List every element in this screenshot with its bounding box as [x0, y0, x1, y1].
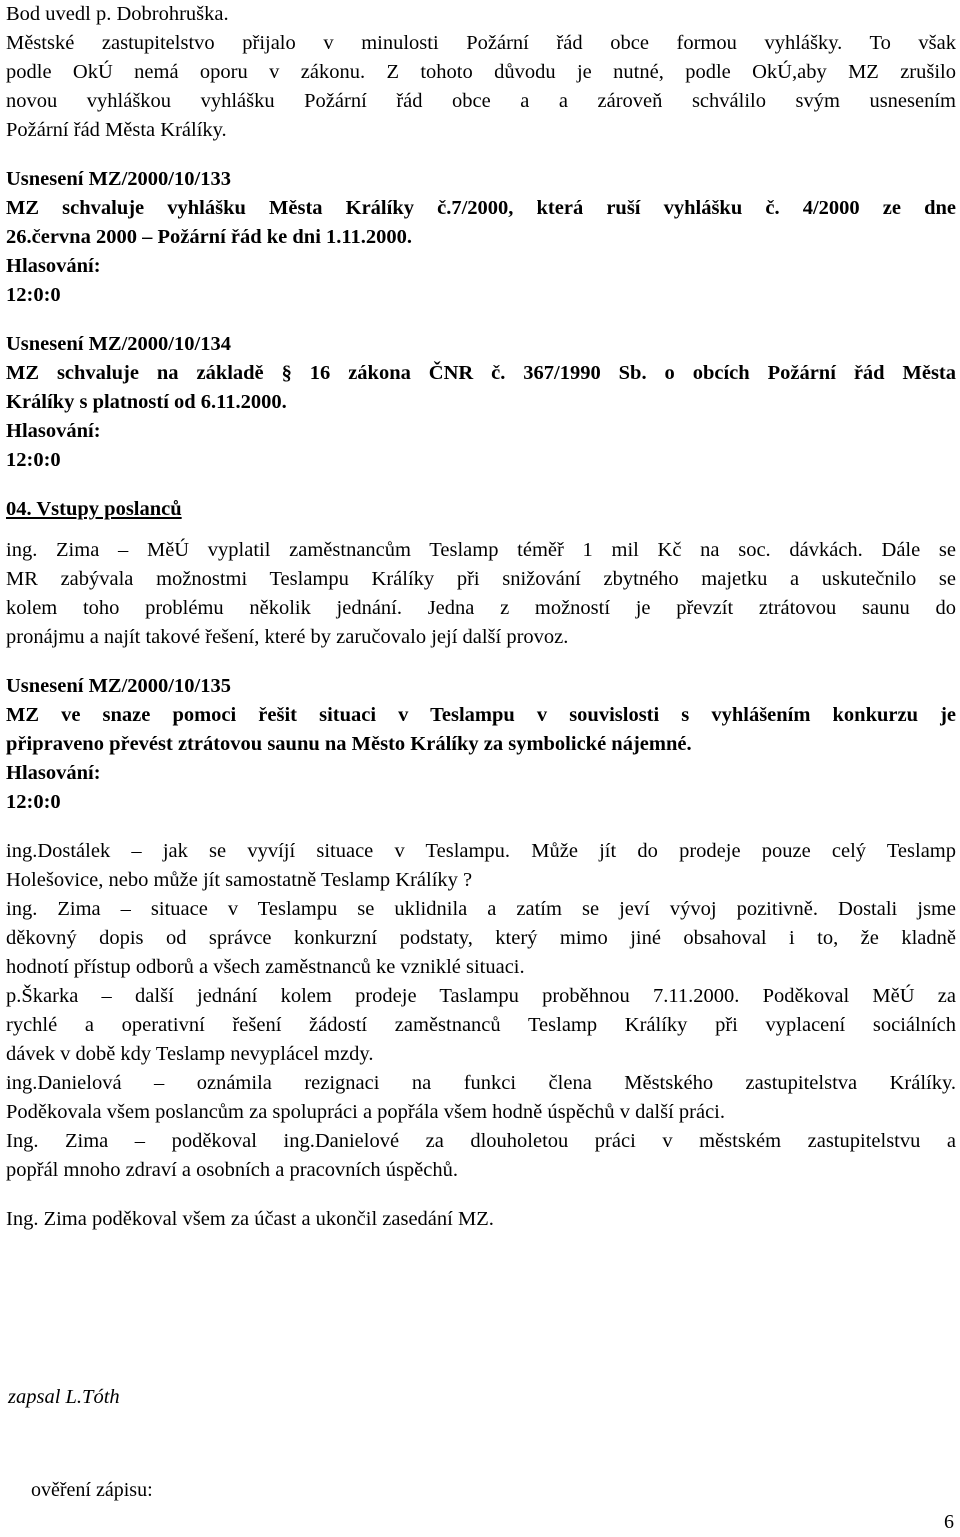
- skarka-line-2: rychlé a operativní řešení žádostí zaměstnanců Teslamp Králíky při vyplacení sociálních: [6, 1014, 956, 1036]
- intro-line-1: Bod uvedl p. Dobrohruška.: [6, 3, 229, 25]
- dostalek-line-1: ing.Dostálek – jak se vyvíjí situace v Teslampu. Může jít do prodeje pouze celý Teslamp: [6, 840, 956, 862]
- danielova-line-2: Poděkovala všem poslancům za spolupráci a popřála všem hodně úspěchů v další práci.: [6, 1101, 726, 1123]
- spacer: [6, 652, 956, 672]
- zima-2-line-2: děkovný dopis od správce konkurzní podstaty, který mimo jiné obsahoval i to, že kladně: [6, 927, 956, 949]
- spacer: [6, 475, 956, 495]
- zima-3-line-2: popřál mnoho zdraví a osobních a pracovních úspěchů.: [6, 1159, 459, 1181]
- resolution-133-vote-label: Hlasování:: [6, 255, 101, 277]
- spacer: [6, 817, 956, 837]
- zima-2-line-3: hodnotí přístup odborů a všech zaměstnanců ke vzniklé situaci.: [6, 956, 525, 978]
- resolution-134-vote-label: Hlasování:: [6, 420, 101, 442]
- resolution-134-heading: Usnesení MZ/2000/10/134: [6, 333, 231, 355]
- resolution-134-vote: 12:0:0: [6, 449, 61, 471]
- resolution-135-text-2: připraveno převést ztrátovou saunu na Město Králíky za symbolické nájemné.: [6, 733, 692, 755]
- dostalek-line-2: Holešovice, nebo může jít samostatně Teslamp Králíky ?: [6, 869, 473, 891]
- zima-1-line-3: kolem toho problému několik jednání. Jedna z možností je převzít ztrátovou saunu do: [6, 597, 956, 619]
- resolution-133-text-2: 26.června 2000 – Požární řád ke dni 1.11.2000.: [6, 226, 413, 248]
- zima-1-line-1: ing. Zima – MěÚ vyplatil zaměstnancům Teslamp téměř 1 mil Kč na soc. dávkách. Dále se: [6, 539, 956, 561]
- zima-2-line-1: ing. Zima – situace v Teslampu se uklidnila a zatím se jeví vývoj pozitivně. Dostali jsme: [6, 898, 956, 920]
- resolution-133-vote: 12:0:0: [6, 284, 61, 306]
- intro-line-2: Městské zastupitelstvo přijalo v minulosti Požární řád obce formou vyhlášky. To však: [6, 32, 956, 54]
- closing-statement: Ing. Zima poděkoval všem za účast a ukončil zasedání MZ.: [6, 1208, 494, 1230]
- spacer: [6, 145, 956, 165]
- resolution-133-heading: Usnesení MZ/2000/10/133: [6, 168, 231, 190]
- resolution-135-text-1: MZ ve snaze pomoci řešit situaci v Teslampu v souvislosti s vyhlášením konkurzu je: [6, 704, 956, 726]
- verification-label: ověření zápisu:: [31, 1479, 153, 1501]
- document-page: [6, 0, 956, 1234]
- spacer: [6, 524, 956, 536]
- danielova-line-1: ing.Danielová – oznámila rezignaci na funkci člena Městského zastupitelstva Králíky.: [6, 1072, 956, 1094]
- intro-line-4: novou vyhláškou vyhlášku Požární řád obce a a zároveň schválilo svým usnesením: [6, 90, 956, 112]
- zima-1-line-2: MR zabývala možnostmi Teslampu Králíky při snižování zbytného majetku a uskutečnilo se: [6, 568, 956, 590]
- intro-line-3: podle OkÚ nemá oporu v zákonu. Z tohoto důvodu je nutné, podle OkÚ,aby MZ zrušilo: [6, 61, 956, 83]
- spacer: [6, 310, 956, 330]
- section-04-title: 04. Vstupy poslanců: [6, 498, 182, 520]
- page-number: 6: [944, 1511, 954, 1533]
- resolution-135-vote-label: Hlasování:: [6, 762, 101, 784]
- resolution-133-text-1: MZ schvaluje vyhlášku Města Králíky č.7/2000, která ruší vyhlášku č. 4/2000 ze dne: [6, 197, 956, 219]
- intro-line-5: Požární řád Města Králíky.: [6, 119, 227, 141]
- resolution-134-text-1: MZ schvaluje na základě § 16 zákona ČNR č. 367/1990 Sb. o obcích Požární řád Města: [6, 362, 956, 384]
- skarka-line-3: dávek v době kdy Teslamp nevyplácel mzdy.: [6, 1043, 374, 1065]
- zima-1-line-4: pronájmu a najít takové řešení, které by zaručovalo její další provoz.: [6, 626, 569, 648]
- resolution-135-vote: 12:0:0: [6, 791, 61, 813]
- spacer: [6, 1185, 956, 1205]
- minutes-signature: zapsal L.Tóth: [8, 1386, 120, 1408]
- zima-3-line-1: Ing. Zima – poděkoval ing.Danielové za dlouholetou práci v městském zastupitelstvu a: [6, 1130, 956, 1152]
- skarka-line-1: p.Škarka – další jednání kolem prodeje Taslampu proběhnou 7.11.2000. Poděkoval MěÚ za: [6, 985, 956, 1007]
- resolution-134-text-2: Králíky s platností od 6.11.2000.: [6, 391, 287, 413]
- resolution-135-heading: Usnesení MZ/2000/10/135: [6, 675, 231, 697]
